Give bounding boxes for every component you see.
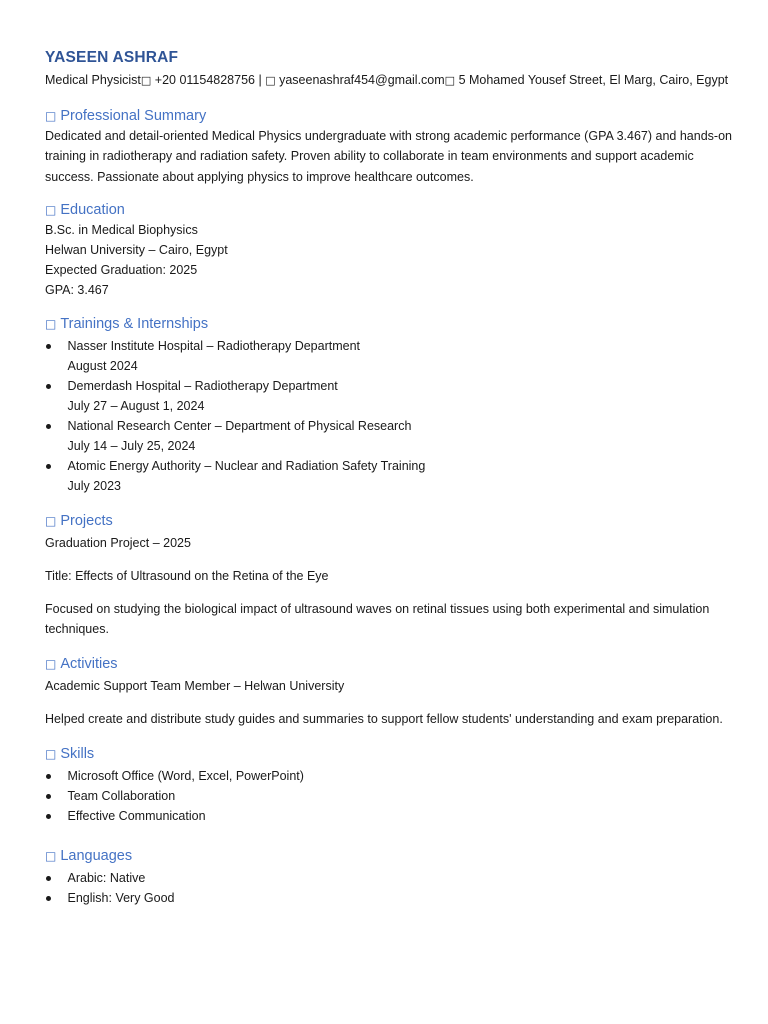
training-date: August 2024 — [67, 358, 138, 373]
candidate-name: YASEEN ASHRAF — [45, 49, 179, 66]
list-item — [45, 456, 735, 496]
location-icon: □ — [444, 74, 456, 87]
role-text: Medical Physicist — [45, 73, 141, 87]
list-item: Microsoft Office (Word, Excel, PowerPoint) — [45, 766, 735, 786]
summary-text: Dedicated and detail-oriented Medical Physics undergraduate with strong academic performance (GPA 3.467) and hands-on training in radiotherapy and radiation safety. Proven ability to collaborate in team environments and support academic success. Passionate about applying physics to improve healthcare outcomes. — [45, 129, 732, 184]
projects-heading-label: Projects — [60, 512, 113, 529]
education-heading — [45, 200, 735, 220]
trainings-icon: □ — [45, 316, 57, 331]
education-heading-label: Education — [60, 201, 125, 218]
project-description: Focused on studying the biological impact of ultrasound waves on retinal tissues using both experimental and simulation techniques. — [45, 601, 710, 637]
project-name: Graduation Project – 2025 — [45, 535, 191, 550]
list-item — [45, 416, 735, 456]
activities-icon: □ — [45, 657, 57, 672]
email-link[interactable]: yaseenashraf454@gmail.com — [279, 73, 445, 87]
list-item: Effective Communication — [45, 806, 735, 826]
summary-heading-label: Professional Summary — [60, 108, 207, 124]
trainings-list — [45, 336, 735, 496]
training-title: Nasser Institute Hospital – Radiotherapy Department — [67, 338, 361, 353]
list-item: English: Very Good — [45, 888, 735, 908]
list-item — [45, 336, 735, 376]
projects-icon: □ — [45, 513, 57, 528]
skills-heading — [45, 744, 735, 764]
list-item: Arabic: Native — [45, 868, 735, 888]
languages-icon: □ — [45, 848, 57, 863]
languages-heading — [45, 846, 735, 866]
project-title: Title: Effects of Ultrasound on the Retina of the Eye — [45, 568, 329, 583]
education-gpa: GPA: 3.467 — [45, 282, 109, 297]
education-icon: □ — [45, 202, 57, 217]
skills-list — [45, 766, 735, 826]
training-title: Atomic Energy Authority – Nuclear and Radiation Safety Training — [67, 458, 426, 473]
resume-page — [45, 48, 735, 908]
phone-icon: □ — [140, 74, 152, 87]
languages-heading-label: Languages — [60, 847, 133, 864]
address-text: 5 Mohamed Yousef Street, El Marg, Cairo, Egypt — [458, 73, 729, 87]
email-icon: □ — [265, 74, 276, 87]
activities-heading — [45, 654, 735, 674]
list-item — [45, 376, 735, 416]
training-date: July 14 – July 25, 2024 — [67, 438, 196, 453]
phone-text: +20 01154828756 — [154, 73, 255, 87]
languages-list — [45, 868, 735, 908]
summary-heading — [45, 106, 735, 126]
summary-icon: □ — [45, 109, 57, 123]
training-title: National Research Center – Department of Physical Research — [67, 418, 412, 433]
education-degree: B.Sc. in Medical Biophysics — [45, 222, 198, 237]
training-date: July 27 – August 1, 2024 — [67, 398, 205, 413]
activity-description: Helped create and distribute study guides and summaries to support fellow students' understanding and exam preparation. — [45, 712, 723, 727]
skills-heading-label: Skills — [60, 745, 95, 762]
list-item: Team Collaboration — [45, 786, 735, 806]
education-university: Helwan University – Cairo, Egypt — [45, 242, 228, 257]
activities-heading-label: Activities — [60, 656, 118, 673]
contact-line — [45, 70, 735, 91]
projects-heading — [45, 511, 735, 531]
activity-role: Academic Support Team Member – Helwan University — [45, 679, 345, 694]
skills-icon: □ — [45, 746, 57, 761]
trainings-heading — [45, 314, 735, 334]
training-date: July 2023 — [67, 478, 122, 493]
training-title: Demerdash Hospital – Radiotherapy Department — [67, 378, 338, 393]
contact-separator: | — [258, 73, 262, 87]
education-graduation: Expected Graduation: 2025 — [45, 262, 198, 277]
trainings-heading-label: Trainings & Internships — [60, 315, 209, 332]
